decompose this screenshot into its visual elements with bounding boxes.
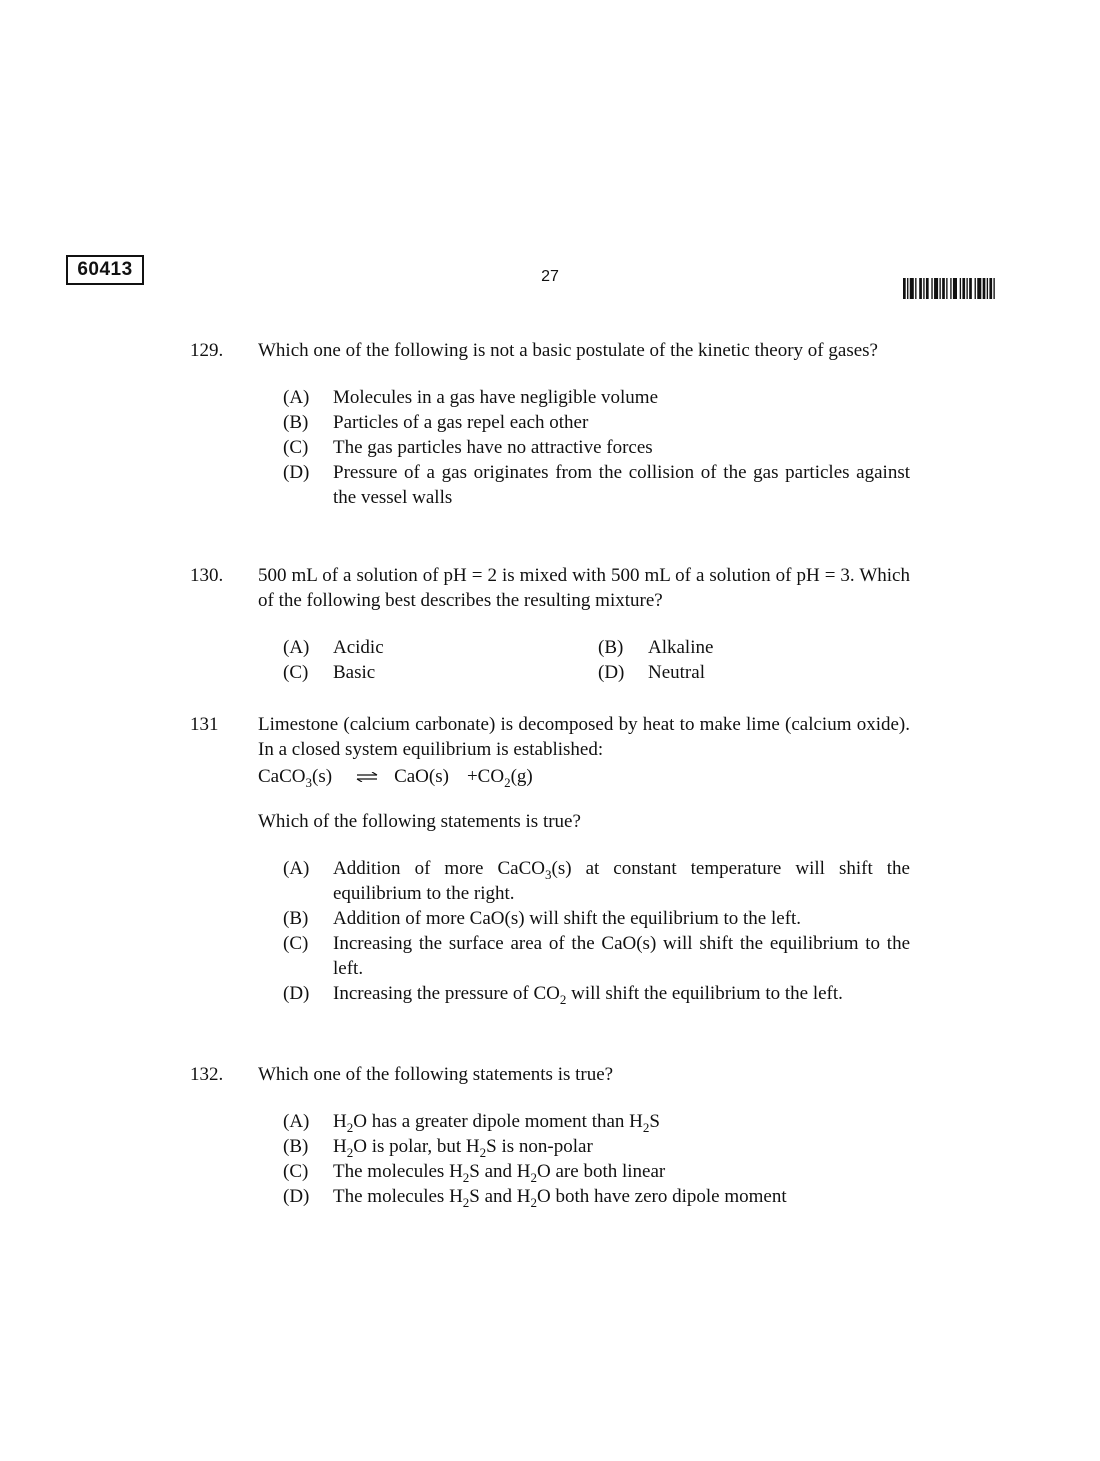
barcode-bar [969, 278, 972, 299]
option-label: (A) [283, 637, 310, 658]
option-label: (A) [283, 1111, 310, 1132]
question-number: 131 [190, 714, 219, 735]
option-c [283, 660, 598, 685]
question-text: Which one of the following is not a basic postulate of the kinetic theory of gases? [258, 340, 878, 361]
barcode-bar [926, 278, 929, 299]
formula-subscript: 3 [545, 866, 552, 882]
barcode-bar [960, 278, 961, 299]
option-label: (B) [283, 1136, 309, 1157]
option-label: (D) [598, 662, 625, 683]
option-label: (D) [283, 983, 310, 1004]
question-number: 130. [190, 565, 224, 586]
barcode-bar [919, 278, 922, 299]
question-text: 500 mL of a solution of pH = 2 is mixed with 500 mL of a solution of pH = 3. Which of the following best describes the resulting mixture? [258, 565, 910, 611]
question-132 [190, 1062, 910, 1209]
text-part: O has a greater dipole moment than H [353, 1111, 643, 1132]
formula-subscript: 2 [530, 1169, 538, 1185]
formula-subscript: 2 [462, 1194, 470, 1210]
barcode-bar [942, 278, 945, 299]
option-text: Neutral [648, 662, 705, 683]
option-b [283, 410, 910, 435]
option-text [333, 1109, 910, 1134]
text-part: H [333, 1136, 347, 1157]
barcode-bar [910, 278, 914, 299]
option-label: (B) [283, 412, 309, 433]
question-130 [190, 563, 910, 685]
barcode-bar [939, 278, 940, 299]
formula-subscript: 2 [479, 1144, 487, 1160]
barcode-bar [950, 278, 951, 299]
option-a [283, 1109, 910, 1134]
formula-base: +CO [466, 766, 505, 787]
option-text [333, 981, 910, 1006]
formula-state: (g) [510, 766, 533, 787]
options-list [283, 1109, 910, 1209]
text-part: H [333, 1111, 347, 1132]
option-label: (A) [283, 858, 310, 879]
barcode-bar [946, 278, 947, 299]
question-text: Which one of the following statements is true? [258, 1064, 614, 1085]
equilibrium-arrow-icon [356, 772, 378, 782]
option-text [333, 1134, 910, 1159]
text-part: will shift the equilibrium to the left. [566, 983, 843, 1004]
barcode-bar [953, 278, 957, 299]
text-part: S and H [469, 1161, 531, 1182]
formula-subscript: 2 [346, 1144, 354, 1160]
option-label: (C) [283, 437, 309, 458]
option-c [283, 931, 910, 981]
barcode-bar [962, 278, 965, 299]
option-d [283, 460, 910, 510]
text-part: The molecules H [333, 1186, 463, 1207]
option-label: (D) [283, 1186, 310, 1207]
barcode-bar [966, 278, 967, 299]
option-a [283, 385, 910, 410]
option-d [283, 981, 910, 1006]
option-text: Addition of more CaO(s) will shift the equilibrium to the left. [333, 908, 802, 929]
option-b [283, 906, 910, 931]
formula-subscript: 2 [504, 774, 511, 790]
barcode-bar [989, 278, 992, 299]
text-part: Addition of more CaCO [333, 858, 545, 879]
option-text [333, 1159, 910, 1184]
option-text [333, 1184, 910, 1209]
text-part: S and H [469, 1186, 531, 1207]
option-c [283, 435, 910, 460]
option-d [283, 1184, 910, 1209]
barcode-bar [993, 278, 994, 299]
formula-subscript: 3 [305, 774, 312, 790]
barcode-bar [907, 278, 908, 299]
formula-subscript: 2 [559, 991, 567, 1007]
option-label: (B) [598, 637, 624, 658]
formula-state: (s) [312, 766, 333, 787]
options-list [283, 385, 910, 510]
formula-subscript: 2 [462, 1169, 470, 1185]
option-label: (A) [283, 387, 310, 408]
barcode-bar [975, 278, 976, 299]
page-number: 27 [541, 268, 559, 285]
option-text: Particles of a gas repel each other [333, 412, 589, 433]
barcode-bar [977, 278, 981, 299]
option-text: Increasing the surface area of the CaO(s) will shift the equilibrium to the left. [333, 933, 910, 979]
option-label: (D) [283, 462, 310, 483]
barcode-bar [987, 278, 988, 299]
formula-subscript: 2 [530, 1194, 538, 1210]
option-label: (C) [283, 662, 309, 683]
barcode-bar [923, 278, 924, 299]
question-number: 129. [190, 340, 224, 361]
option-a [283, 635, 598, 660]
option-text: The gas particles have no attractive forces [333, 437, 653, 458]
barcode [903, 278, 1035, 299]
option-a [283, 856, 910, 906]
option-b [283, 1134, 910, 1159]
option-text: Alkaline [648, 637, 714, 658]
text-part: O is polar, but H [353, 1136, 480, 1157]
text-part: S [649, 1111, 660, 1132]
equation-left [258, 764, 332, 789]
text-part: S is non-polar [486, 1136, 593, 1157]
question-text: Limestone (calcium carbonate) is decomposed by heat to make lime (calcium oxide). In a closed system equilibrium is established: [258, 714, 910, 760]
barcode-bar [931, 278, 932, 299]
option-c [283, 1159, 910, 1184]
text-part: Increasing the pressure of CO [333, 983, 560, 1004]
options-grid [283, 635, 910, 685]
option-text [333, 856, 910, 906]
text-part: (s) at constant temperature will shift the equilibrium to the right. [333, 858, 910, 904]
formula-base: CaCO [258, 766, 306, 787]
option-label: (C) [283, 1161, 309, 1182]
equation-product-b [467, 764, 533, 789]
options-list [283, 856, 910, 1006]
option-d [598, 660, 913, 685]
equation-product-a: CaO(s) [394, 766, 449, 787]
option-text: Basic [333, 662, 376, 683]
text-part: O both have zero dipole moment [537, 1186, 787, 1207]
paper-code-box: 60413 [66, 255, 144, 285]
text-part: O are both linear [537, 1161, 666, 1182]
barcode-bar [983, 278, 986, 299]
chemical-equation [258, 764, 910, 789]
option-text: Molecules in a gas have negligible volume [333, 387, 659, 408]
option-label: (B) [283, 908, 309, 929]
barcode-bar [934, 278, 938, 299]
question-129 [190, 338, 910, 510]
text-part: The molecules H [333, 1161, 463, 1182]
formula-subscript: 2 [346, 1119, 354, 1135]
question-number: 132. [190, 1064, 224, 1085]
option-label: (C) [283, 933, 309, 954]
barcode-bar [915, 278, 916, 299]
barcode-bar [903, 278, 906, 299]
option-text: Acidic [333, 637, 384, 658]
question-131 [190, 712, 910, 1006]
formula-subscript: 2 [642, 1119, 650, 1135]
sub-question-text: Which of the following statements is true? [258, 811, 581, 832]
option-b [598, 635, 913, 660]
option-text: Pressure of a gas originates from the collision of the gas particles against the vessel walls [333, 462, 910, 508]
